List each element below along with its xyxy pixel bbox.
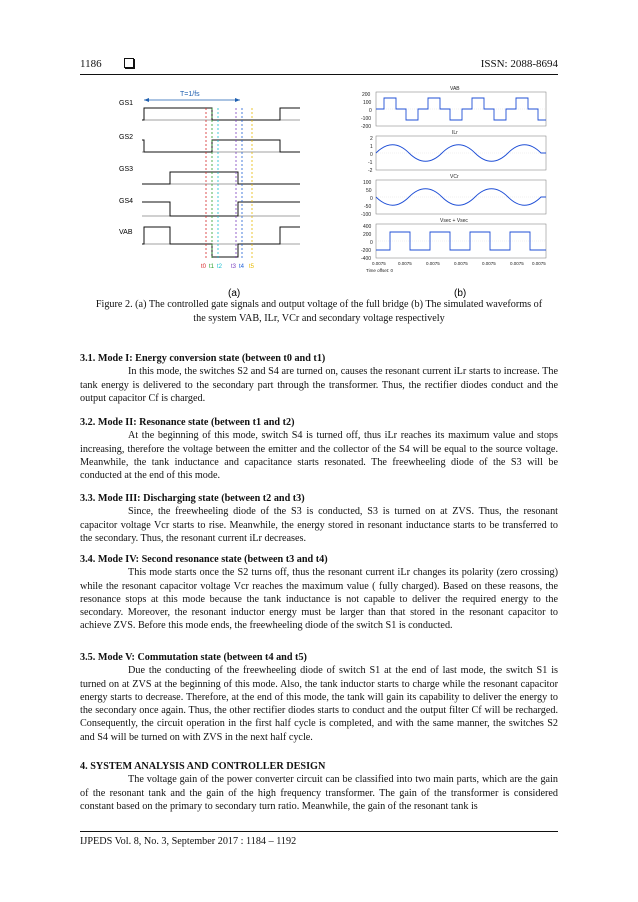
section-3-5	[80, 651, 558, 744]
ytick: -2	[368, 168, 373, 174]
signal-label-vab: VAB	[119, 229, 133, 236]
section-heading: 3.2. Mode II: Resonance state (between t1 and t2)	[80, 417, 295, 428]
xtick: 0.0075	[510, 261, 524, 266]
plot-title-vsec: Vsec + Vsec	[440, 218, 468, 224]
section-3-2	[80, 416, 558, 482]
footer-rule	[80, 831, 558, 832]
plot-title-vcr: VCr	[450, 174, 459, 180]
figure-caption	[92, 298, 546, 326]
issn: ISSN: 2088-8694	[480, 58, 558, 70]
ytick: 0	[369, 108, 372, 114]
header-rule	[80, 74, 558, 75]
ytick: 100	[363, 180, 372, 186]
section-text: In this mode, the switches S2 and S4 are turned on, causes the resonant current iLr starts to increase. The tank energy is delivered to the secondary part through the transformer. Thus, the rectifier diodes conduct and the output capacitor Cf is charged.	[80, 366, 558, 404]
marker-t3: t3	[231, 264, 237, 270]
time-offset: Time offset: 0	[366, 268, 394, 273]
ytick: -400	[361, 256, 372, 262]
xtick: 0.0075	[532, 261, 546, 266]
figure-2	[80, 82, 558, 302]
xtick: 0.0075	[372, 261, 386, 266]
ytick: 1	[370, 144, 373, 150]
section-3-4	[80, 553, 558, 633]
ytick: 200	[363, 232, 372, 238]
marker-t4: t4	[239, 264, 245, 270]
panel-label-a: (a)	[228, 288, 241, 299]
plot-title-vab: VAB	[450, 86, 460, 92]
page-number: 1186	[80, 58, 102, 70]
ytick: -100	[361, 116, 372, 122]
section-4	[80, 760, 558, 813]
xtick: 0.0075	[454, 261, 468, 266]
section-heading: 4. SYSTEM ANALYSIS AND CONTROLLER DESIGN	[80, 761, 326, 772]
caption-line-1: Figure 2. (a) The controlled gate signals and output voltage of the full bridge (b) The simulated waveforms of	[95, 299, 543, 310]
ytick: -200	[361, 124, 372, 130]
section-text: This mode starts once the S2 turns off, thus the resonant current iLr changes its polarity (zero crossing) while the resonant capacitor voltage Vcr reaches the maximum value ( fully charged). Based on these reasons, the resonance stops at this mode because the tank inductance is not capable to deliver the required energy to the secondary. Moreover, the resonant inductor energy must be larger than that stored in the resonant capacitor to achieve ZVS. Before this mode ends, the freewheeling diode of the switch S1 is conducted.	[80, 567, 558, 632]
ytick: -50	[364, 204, 372, 210]
signal-label-gs4: GS4	[119, 198, 134, 205]
period-label: T=1/fs	[180, 91, 200, 98]
panel-label-b: (b)	[454, 288, 467, 299]
section-3-1	[80, 352, 558, 405]
ytick: 0	[370, 152, 373, 158]
square-bullet-icon	[124, 58, 134, 68]
ytick: -200	[361, 248, 372, 254]
ytick: 400	[363, 224, 372, 230]
ytick: 200	[362, 92, 371, 98]
section-3-3	[80, 492, 558, 545]
signal-label-gs2: GS2	[119, 134, 134, 141]
xtick: 0.0075	[398, 261, 412, 266]
section-text: At the beginning of this mode, switch S4 is turned off, thus iLr reaches its maximum value and stops increasing, therefore the voltage between the emitter and the collector of the S4 will be equal to the source voltage. Meanwhile, the tank inductance and capacitance starts resonated. The freewheeling diode of the S3 will be conducted at the end of this mode.	[80, 430, 558, 482]
xtick: 0.0075	[482, 261, 496, 266]
marker-t5: t5	[249, 264, 255, 270]
section-text: The voltage gain of the power converter circuit can be classified into two main parts, which are the gain of the resonant tank and the gain of the high frequency transformer. The gain of the transformer is considered constant based on the primary to secondary turn ratio. Meanwhile, the gain of the resonant tank is	[80, 774, 558, 812]
ytick: 50	[366, 188, 372, 194]
section-heading: 3.3. Mode III: Discharging state (between t2 and t3)	[80, 493, 305, 504]
ytick: -100	[361, 212, 372, 218]
caption-line-2: the system VAB, ILr, VCr and secondary voltage respectively	[193, 313, 445, 324]
ytick: -1	[368, 160, 373, 166]
marker-t2: t2	[217, 264, 223, 270]
ytick: 2	[370, 136, 373, 142]
ytick: 0	[370, 240, 373, 246]
signal-label-gs3: GS3	[119, 166, 134, 173]
ytick: 0	[370, 196, 373, 202]
xtick: 0.0075	[426, 261, 440, 266]
section-heading: 3.4. Mode IV: Second resonance state (between t3 and t4)	[80, 554, 328, 565]
marker-t0: t0	[201, 264, 207, 270]
signal-label-gs1: GS1	[119, 100, 134, 107]
section-heading: 3.1. Mode I: Energy conversion state (between t0 and t1)	[80, 353, 326, 364]
ytick: 100	[363, 100, 372, 106]
plot-title-ilr: ILr	[452, 130, 458, 136]
page-footer: IJPEDS Vol. 8, No. 3, September 2017 : 1184 – 1192	[80, 836, 297, 847]
gate-signal-diagram	[119, 91, 300, 299]
marker-t1: t1	[209, 264, 215, 270]
section-text: Since, the freewheeling diode of the S3 is conducted, S3 is turned on at ZVS. Thus, the resonant capacitor voltage Vcr starts to rise. Meanwhile, the energy stored in resonant inductance starts to be transferred to the secondary. Thus, the resonant current iLr decreases.	[80, 506, 558, 544]
simulated-waveforms	[361, 86, 546, 299]
section-heading: 3.5. Mode V: Commutation state (between t4 and t5)	[80, 652, 307, 663]
section-text: Due the conducting of the freewheeling diode of switch S1 at the end of last mode, the switch S1 is turned on at ZVS at the beginning of this mode. Also, the tank inductor starts to charge while the resonant capacitor energy starts to decrease. Therefore, at the end of this mode, the tank will gain its capability to deliver the energy to the secondary once again. Thus, the other rectifier diodes starts to conduct and the output filter Cf will be recharged. Consequently, the circuit operation in the first half cycle is completed, and with the same manner, the switches S2 and S4 will be turned on with ZVS in the next half cycle.	[80, 665, 558, 743]
